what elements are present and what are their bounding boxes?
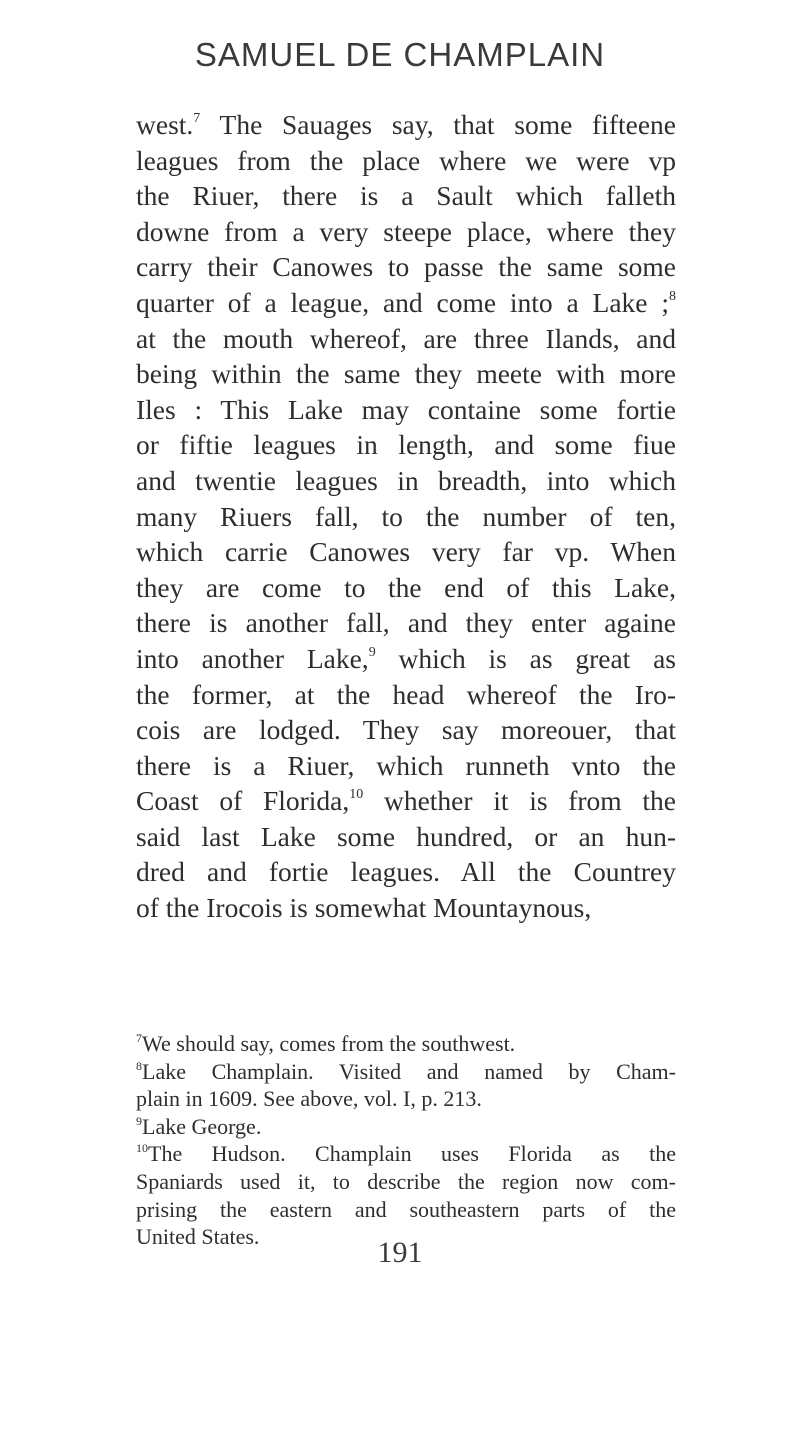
text-run: The Sauages say, that some fifteene [200, 109, 676, 140]
footnote-text: plain in 1609. See above, vol. I, p. 213. [136, 1086, 482, 1112]
footnote-reference: 9 [368, 644, 376, 660]
footnote-text: We should say, comes from the southwest. [142, 1031, 516, 1056]
text-run: they are come to the end of this Lake, [136, 571, 676, 603]
text-line [136, 677, 676, 713]
text-line [136, 641, 676, 677]
footnote-reference: 10 [349, 787, 364, 803]
text-line [136, 570, 676, 606]
text-line [136, 748, 676, 784]
text-line [136, 427, 676, 463]
footnote-text: United States. [136, 1224, 260, 1250]
footnote-line [136, 1058, 676, 1086]
text-line [136, 214, 676, 250]
text-line [136, 463, 676, 499]
text-run: said last Lake some hundred, or an hun- [136, 820, 676, 852]
text-run: and twentie leagues in breadth, into which [136, 464, 676, 496]
footnote-line [136, 1140, 676, 1168]
text-line [136, 392, 676, 428]
text-line [136, 712, 676, 748]
text-line [136, 178, 676, 214]
text-line [136, 249, 676, 285]
footnote-text: Spaniards used it, to describe the region now com- [136, 1168, 676, 1194]
text-run: west. [136, 109, 194, 140]
footnote-text: Lake George. [142, 1113, 262, 1139]
text-run: whether it is from the [363, 785, 676, 817]
text-line [136, 534, 676, 570]
text-run: Coast of Florida, [136, 785, 350, 817]
text-line [136, 783, 676, 819]
text-run: cois are lodged. They say moreouer, that [136, 714, 676, 746]
text-run: dred and fortie leagues. All the Countrey [136, 856, 676, 888]
footnote-reference: 7 [193, 111, 201, 126]
footnote-text: prising the eastern and southeastern parts of the [136, 1196, 676, 1222]
text-run: leagues from the place where we were vp [136, 144, 676, 176]
text-run: there is a Riuer, which runneth vnto the [136, 749, 676, 781]
text-run: the former, at the head whereof the Iro- [136, 678, 676, 710]
text-run: quarter of a league, and come into a Lake ; [136, 286, 669, 318]
text-run: at the mouth whereof, are three Ilands, and [136, 322, 676, 354]
footnote-line [136, 1085, 676, 1113]
text-line [136, 321, 676, 357]
text-run: of the Irocois is somewhat Mountaynous, [136, 892, 592, 924]
text-run: the Riuer, there is a Sault which falleth [136, 180, 676, 212]
footnotes [136, 1030, 676, 1251]
text-run: into another Lake, [136, 642, 369, 674]
text-run: which carrie Canowes very far vp. When [136, 536, 676, 568]
text-line [136, 605, 676, 641]
footnote-line [136, 1113, 676, 1141]
body-text [136, 107, 676, 926]
footnote-reference: 8 [669, 288, 676, 304]
text-line [136, 143, 676, 179]
footnote-number: 10 [136, 1141, 148, 1156]
text-run: downe from a very steepe place, where they [136, 215, 676, 247]
text-line [136, 499, 676, 535]
text-run: or fiftie leagues in length, and some fiue [136, 429, 676, 461]
text-run: carry their Canowes to passe the same some [136, 251, 676, 283]
text-line [136, 819, 676, 855]
footnote-text: Lake Champlain. Visited and named by Cham- [142, 1058, 676, 1084]
footnote-number: 8 [136, 1058, 142, 1073]
text-run: there is another fall, and they enter againe [136, 607, 676, 639]
text-line [136, 356, 676, 392]
footnote-text: The Hudson. Champlain uses Florida as the [148, 1141, 676, 1167]
text-run: many Riuers fall, to the number of ten, [136, 500, 676, 532]
footnote-line [136, 1168, 676, 1196]
footnote-number: 9 [136, 1113, 142, 1128]
text-line [136, 854, 676, 890]
text-line [136, 890, 676, 926]
footnote-line [136, 1030, 676, 1058]
text-line [136, 107, 676, 143]
text-run: being within the same they meete with more [136, 358, 676, 390]
text-run: which is as great as [375, 642, 677, 674]
footnote-number: 7 [136, 1031, 142, 1045]
text-run: Iles : This Lake may containe some fortie [136, 393, 676, 425]
page-number: 191 [377, 1236, 423, 1269]
running-head: SAMUEL DE CHAMPLAIN [194, 36, 606, 73]
footnote-line [136, 1196, 676, 1224]
text-line [136, 285, 676, 321]
